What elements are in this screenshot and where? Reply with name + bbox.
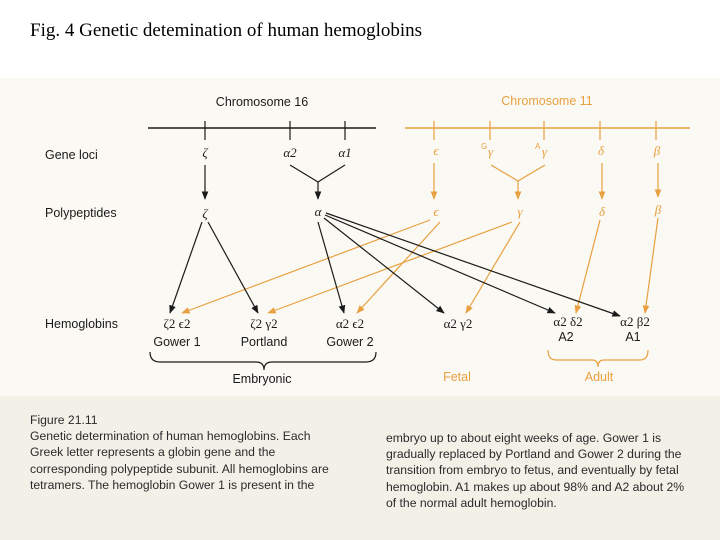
polypeptide-gamma: γ: [517, 204, 523, 219]
hb-gower1-name: Gower 1: [153, 335, 201, 349]
orange-assembly-arrows: [182, 218, 658, 313]
caption-line: gradually replaced by Portland and Gower 2 during the: [386, 447, 682, 462]
svg-text:γ: γ: [542, 144, 548, 159]
hemoglobins-label: Hemoglobins: [45, 317, 118, 331]
svg-text:G: G: [481, 142, 488, 151]
hb-a2-name: A2: [558, 330, 574, 344]
gene-beta: β: [653, 143, 661, 158]
caption-left-column: [30, 412, 365, 493]
caption-line: embryo up to about eight weeks of age. Gower 1 is: [386, 431, 662, 445]
hb-portland-name: Portland: [240, 335, 288, 349]
polypeptides-label: Polypeptides: [45, 206, 117, 220]
chromosome-16-label: Chromosome 16: [215, 95, 309, 109]
hb-gower2-name: Gower 2: [326, 335, 374, 349]
black-assembly-arrows: [170, 213, 620, 316]
hb-a1-name: A1: [625, 330, 641, 344]
hb-a2-formula: α2 δ2: [553, 314, 583, 329]
hb-portland-formula: ζ2 γ2: [250, 316, 278, 331]
hb-a1-formula: α2 β2: [620, 314, 650, 329]
adult-bracket: [548, 350, 648, 367]
gene-zeta: ζ: [202, 145, 208, 160]
chromosome-11-label: Chromosome 11: [501, 94, 593, 108]
caption-line: hemoglobin. A1 makes up about 98% and A2 about 2%: [386, 479, 685, 494]
gene-alpha2: α2: [283, 145, 297, 160]
polypeptide-alpha: α: [314, 204, 322, 219]
slide-title: Fig. 4 Genetic detemination of human hemoglobins: [30, 20, 423, 41]
caption-line: Genetic determination of human hemoglobins. Each: [30, 429, 311, 444]
svg-text:γ: γ: [488, 144, 494, 159]
figure-label: Figure 21.11: [30, 413, 98, 427]
caption-line: corresponding polypeptide subunit. All hemoglobins are: [30, 461, 329, 476]
caption-line: transition from embryo to fetus, and eventually by fetal: [386, 463, 679, 478]
gene-a-gamma: [535, 142, 548, 159]
caption-line: Greek letter represents a globin gene and the: [30, 445, 276, 460]
gene-alpha1: α1: [338, 145, 352, 160]
chr16-ticks: [205, 121, 345, 140]
embryonic-bracket: [150, 352, 376, 370]
polypeptide-epsilon: ϵ: [433, 204, 439, 219]
stage-fetal: Fetal: [443, 370, 471, 384]
caption-right-column: [386, 430, 716, 511]
chr16-gene-arrows: [205, 165, 345, 199]
polypeptide-delta: δ: [598, 204, 606, 219]
gene-g-gamma: [481, 142, 494, 159]
chr11-ticks: [434, 121, 656, 140]
hb-gower1-formula: ζ2 ϵ2: [163, 316, 191, 331]
stage-embryonic: Embryonic: [232, 372, 292, 386]
stage-adult: Adult: [584, 370, 614, 384]
polypeptide-zeta: ζ: [202, 206, 208, 221]
gene-delta: δ: [597, 143, 605, 158]
hb-fetal-formula: α2 γ2: [443, 316, 473, 331]
polypeptide-beta: β: [654, 202, 662, 217]
chr11-gene-arrows: [434, 163, 658, 199]
gene-epsilon: ϵ: [433, 143, 439, 158]
caption-line: of the normal adult hemoglobin.: [386, 495, 557, 510]
gene-loci-label: Gene loci: [45, 148, 98, 162]
svg-text:A: A: [535, 142, 541, 151]
hb-gower2-formula: α2 ϵ2: [335, 316, 365, 331]
caption-line: tetramers. The hemoglobin Gower 1 is present in the: [30, 477, 315, 492]
